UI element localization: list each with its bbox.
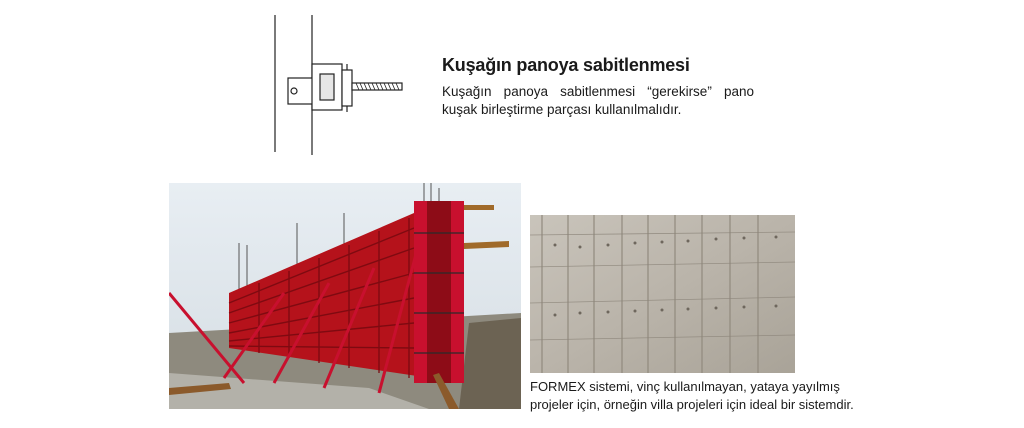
- formwork-site-photo: [169, 183, 521, 409]
- finished-concrete-wall-photo: [530, 215, 795, 373]
- clamp-bracket: [288, 78, 314, 104]
- caption-line-1: FORMEX sistemi, vinç kullanılmayan, yataya yayılmış: [530, 379, 840, 394]
- wing-nut: [342, 70, 352, 106]
- panel-belt-connector-diagram: [268, 12, 418, 157]
- section-title: Kuşağın panoya sabitlenmesi: [442, 55, 690, 75]
- caption-line-2: projeler için, örneğin villa projeleri için ideal bir sistemdir.: [530, 397, 854, 412]
- section-description: Kuşağın panoya sabitlenmesi “gerekirse” pano kuşak birleştirme parçası kullanılmalıdır.: [442, 84, 754, 117]
- photo-caption: [530, 378, 870, 414]
